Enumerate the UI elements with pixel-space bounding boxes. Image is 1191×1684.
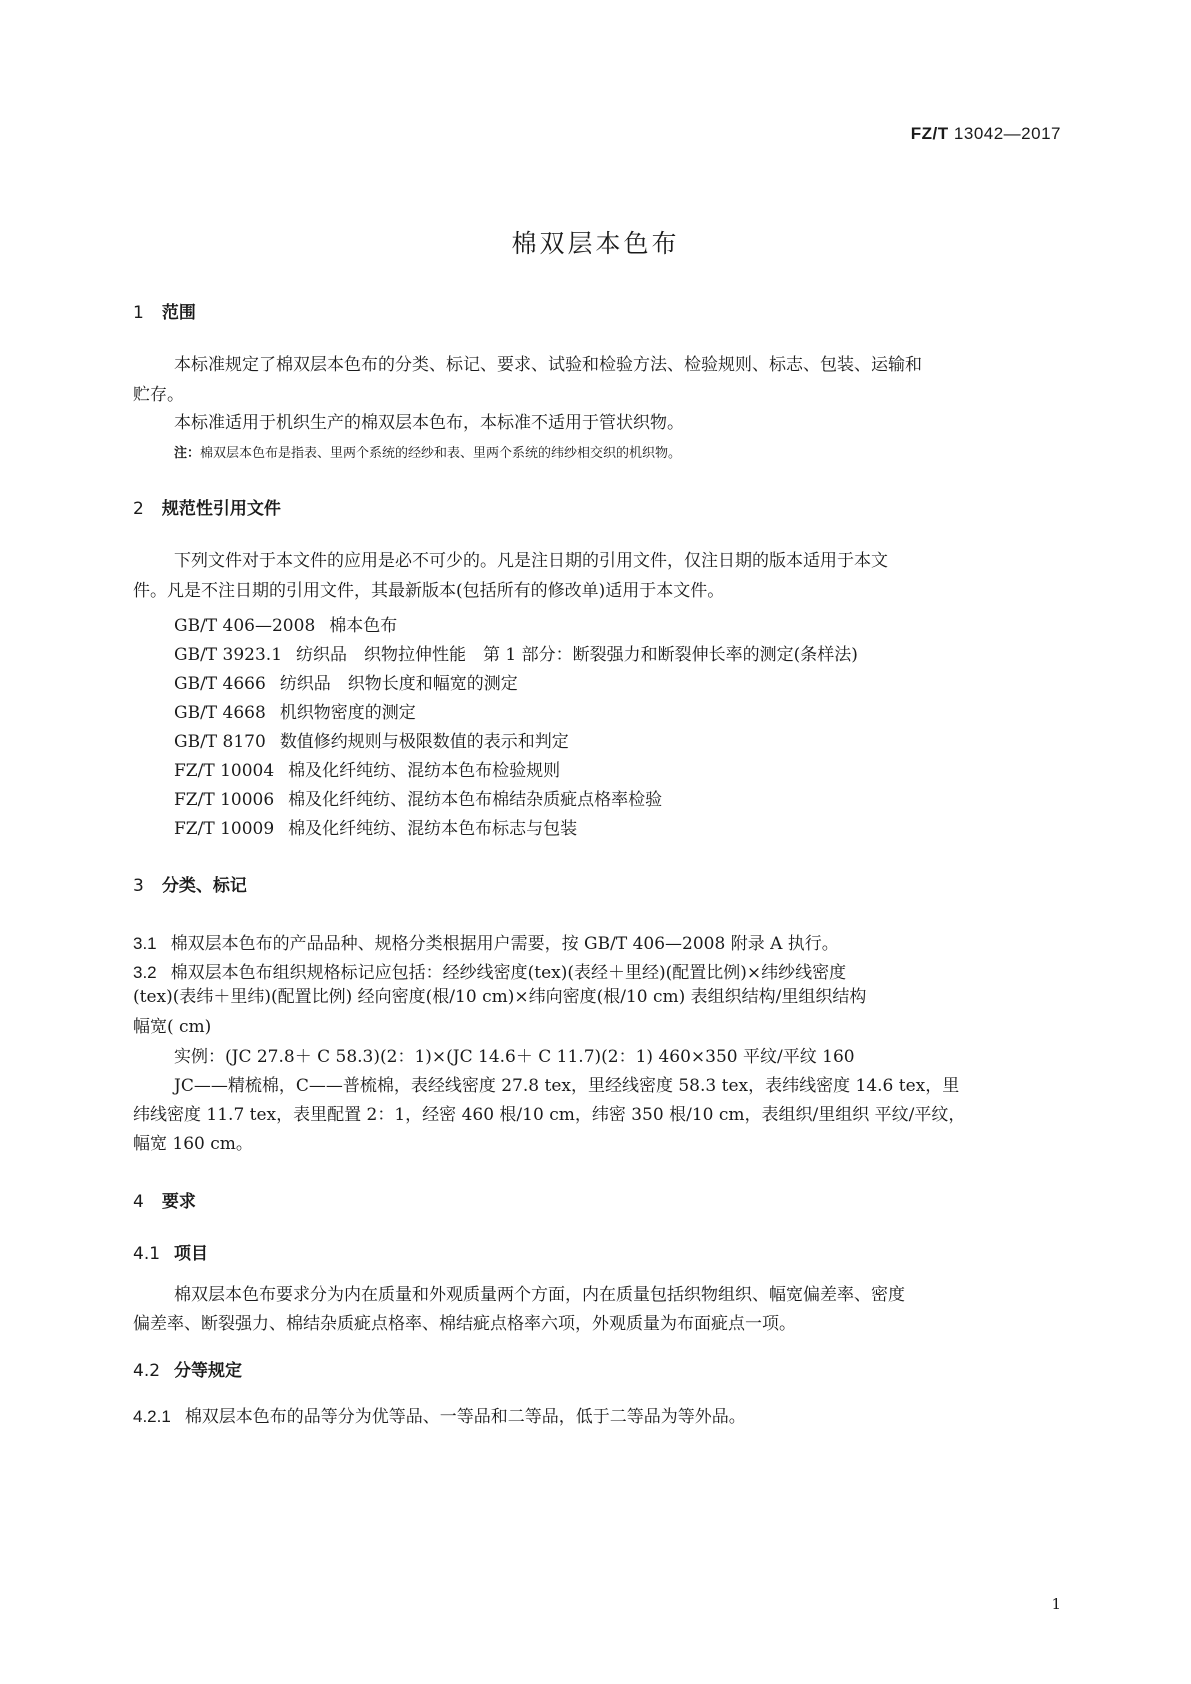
standard-code: FZ/T (910, 124, 949, 143)
section-3-heading: 3 分类、标记 (133, 876, 247, 896)
clause-4-1-heading: 4.1 项目 (133, 1244, 209, 1264)
section-2-para-1b: 件。凡是不注日期的引用文件，其最新版本(包括所有的修改单)适用于本文件。 (133, 581, 725, 601)
reference-item: GB/T 3923.1 纺织品 织物拉伸性能 第 1 部分：断裂强力和断裂伸长率的测定(条样法) (174, 645, 858, 665)
clause-3-2: 3.2 棉双层本色布组织规格标记应包括：经纱线密度(tex)(表经＋里经)(配置比例)×纬纱线密度 (133, 963, 847, 983)
section-2-para-1a: 下列文件对于本文件的应用是必不可少的。凡是注日期的引用文件，仅注日期的版本适用于本文 (174, 551, 888, 571)
clause-4-1-para-b: 偏差率、断裂强力、棉结杂质疵点格率、棉结疵点格率六项，外观质量为布面疵点一项。 (133, 1314, 796, 1334)
clause-4-1-para-a: 棉双层本色布要求分为内在质量和外观质量两个方面，内在质量包括织物组织、幅宽偏差率、密度 (174, 1285, 905, 1305)
reference-item: FZ/T 10009 棉及化纤纯纺、混纺本色布标志与包装 (174, 819, 578, 839)
document-title: 棉双层本色布 (511, 229, 680, 258)
section-1-heading: 1 范围 (133, 303, 196, 323)
reference-item: FZ/T 10004 棉及化纤纯纺、混纺本色布检验规则 (174, 761, 561, 781)
reference-item: GB/T 4668 机织物密度的测定 (174, 703, 416, 723)
explanation-line-2: 纬线密度 11.7 tex，表里配置 2：1，经密 460 根/10 cm，纬密 350 根/10 cm，表组织/里组织 平纹/平纹， (133, 1105, 966, 1125)
section-1-note: 注：棉双层本色布是指表、里两个系统的经纱和表、里两个系统的纬纱相交织的机织物。 (174, 446, 682, 461)
page-number: 1 (1051, 1595, 1061, 1613)
example-line: 实例：(JC 27.8＋ C 58.3)(2：1)×(JC 14.6＋ C 11.7)(2：1) 460×350 平纹/平纹 160 (174, 1047, 855, 1067)
standard-year: 13042—2017 (953, 124, 1061, 143)
reference-item: GB/T 4666 纺织品 织物长度和幅宽的测定 (174, 674, 518, 694)
clause-3-2-line-3: 幅宽( cm) (133, 1017, 212, 1037)
reference-item: GB/T 8170 数值修约规则与极限数值的表示和判定 (174, 732, 569, 752)
explanation-line-3: 幅宽 160 cm。 (133, 1134, 253, 1154)
section-1-para-2: 本标准适用于机织生产的棉双层本色布，本标准不适用于管状织物。 (174, 413, 684, 433)
section-4-heading: 4 要求 (133, 1192, 196, 1212)
section-1-para-1b: 贮存。 (133, 385, 184, 405)
clause-3-2-line-2: (tex)(表纬＋里纬)(配置比例) 经向密度(根/10 cm)×纬向密度(根/10 cm) 表组织结构/里组织结构 (133, 987, 867, 1007)
reference-item: GB/T 406—2008 棉本色布 (174, 616, 398, 636)
clause-4-2-heading: 4.2 分等规定 (133, 1361, 243, 1381)
section-2-heading: 2 规范性引用文件 (133, 499, 281, 519)
clause-3-1: 3.1 棉双层本色布的产品品种、规格分类根据用户需要，按 GB/T 406—2008 附录 A 执行。 (133, 934, 839, 954)
explanation-line-1: JC——精梳棉，C——普梳棉，表经线密度 27.8 tex，里经线密度 58.3 tex，表纬线密度 14.6 tex，里 (174, 1076, 960, 1096)
section-1-para-1a: 本标准规定了棉双层本色布的分类、标记、要求、试验和检验方法、检验规则、标志、包装、运输和 (174, 355, 922, 375)
standard-number (911, 124, 1061, 144)
reference-item: FZ/T 10006 棉及化纤纯纺、混纺本色布棉结杂质疵点格率检验 (174, 790, 663, 810)
clause-4-2-1: 4.2.1 棉双层本色布的品等分为优等品、一等品和二等品，低于二等品为等外品。 (133, 1407, 746, 1427)
